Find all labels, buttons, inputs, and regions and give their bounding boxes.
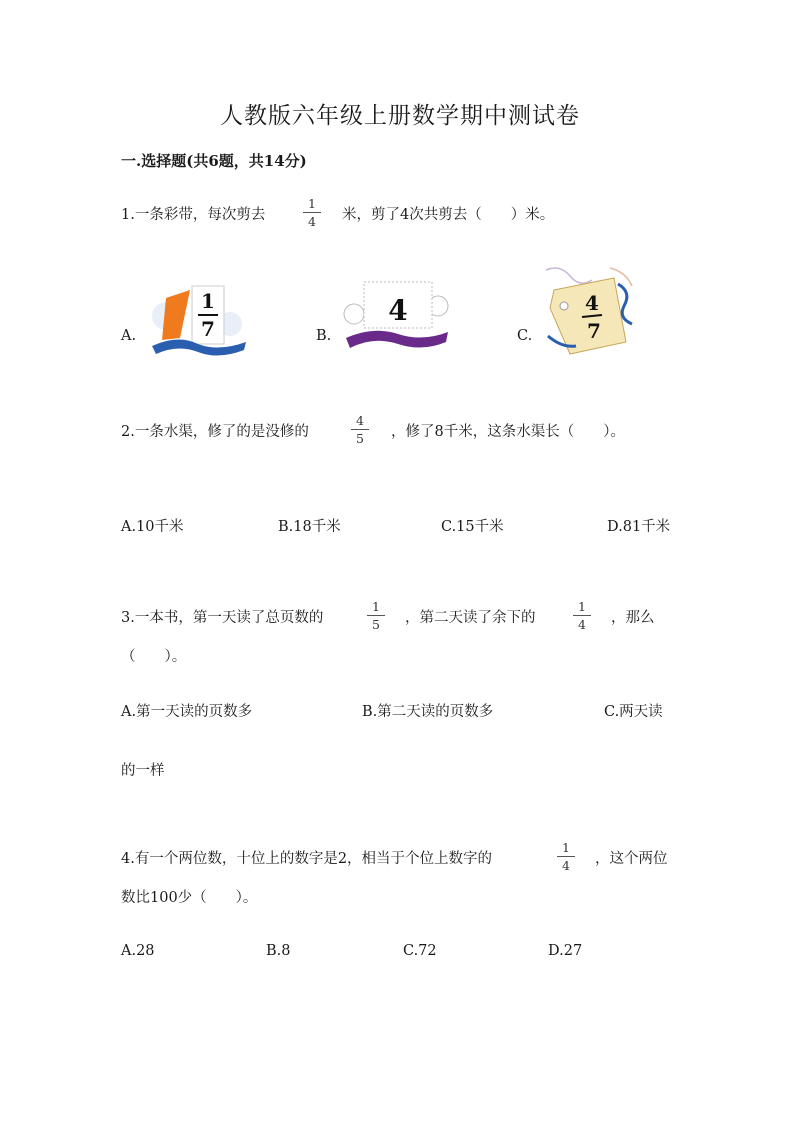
- q1-a-num: 1: [201, 289, 215, 313]
- q2-option-a: A.10千米: [121, 519, 184, 535]
- q2-option-d: D.81千米: [607, 519, 671, 535]
- q3-suffix: ，那么: [611, 610, 655, 626]
- q2-frac-num: 4: [356, 413, 364, 428]
- q1-b-value: 4: [388, 294, 408, 327]
- q3-option-a: A.第一天读的页数多: [121, 704, 253, 720]
- q1-option-b-banner-image: [340, 276, 452, 352]
- q3-option-b: B.第二天读的页数多: [362, 704, 494, 720]
- q1-c-den: 7: [587, 319, 601, 343]
- q1-option-a-flag-image: [148, 276, 248, 360]
- page-title: 人教版六年级上册数学期中测试卷: [220, 103, 580, 129]
- q3-frac2-num: 1: [578, 599, 586, 614]
- q2-prefix: 2.一条水渠，修了的是没修的: [121, 424, 309, 440]
- section-heading: 一.选择题(共6题，共14分): [121, 152, 307, 170]
- q2-option-b: B.18千米: [278, 519, 341, 535]
- q3-middle: ，第二天读了余下的: [405, 610, 536, 626]
- q1-option-c-label: C.: [517, 328, 533, 344]
- q1-a-den: 7: [201, 317, 215, 341]
- q1-option-b-label: B.: [316, 328, 332, 344]
- q1-option-c-tag-image: [540, 262, 640, 362]
- q3-option-c: C.两天读: [604, 704, 663, 720]
- q4-suffix: ，这个两位: [595, 851, 668, 867]
- q4-prefix: 4.有一个两位数，十位上的数字是2，相当于个位上数字的: [121, 851, 493, 867]
- q1-c-num: 4: [585, 291, 599, 315]
- q1-option-a-label: A.: [121, 328, 137, 344]
- q4-frac-den: 4: [562, 858, 570, 873]
- q4-option-d: D.27: [548, 943, 583, 959]
- q3-fraction-1: [365, 599, 387, 632]
- q3-frac2-den: 4: [578, 617, 586, 632]
- q3-fraction-2: [571, 599, 593, 632]
- q4-option-b: B.8: [266, 943, 291, 959]
- q3-frac1-den: 5: [372, 617, 380, 632]
- q4-fraction: [555, 840, 577, 873]
- q2-fraction: [349, 413, 371, 446]
- q1-prefix: 1.一条彩带，每次剪去: [121, 207, 266, 223]
- q4-option-c: C.72: [403, 943, 437, 959]
- q3-frac1-num: 1: [372, 599, 380, 614]
- q3-line2: （ ）。: [121, 649, 187, 665]
- q2-frac-den: 5: [356, 431, 364, 446]
- q2-suffix: ，修了8千米，这条水渠长（ ）。: [391, 424, 625, 440]
- q4-line2: 数比100少（ ）。: [121, 890, 258, 906]
- q4-option-a: A.28: [121, 943, 155, 959]
- q1-frac-num: 1: [308, 196, 316, 211]
- q1-suffix: 米，剪了4次共剪去（ ）米。: [342, 207, 555, 223]
- q1-frac-den: 4: [308, 214, 316, 229]
- q3-prefix: 3.一本书，第一天读了总页数的: [121, 610, 324, 626]
- q4-frac-num: 1: [562, 840, 570, 855]
- q2-option-c: C.15千米: [441, 519, 504, 535]
- q1-fraction: [301, 196, 323, 229]
- q3-option-c-wrap: 的一样: [121, 763, 165, 779]
